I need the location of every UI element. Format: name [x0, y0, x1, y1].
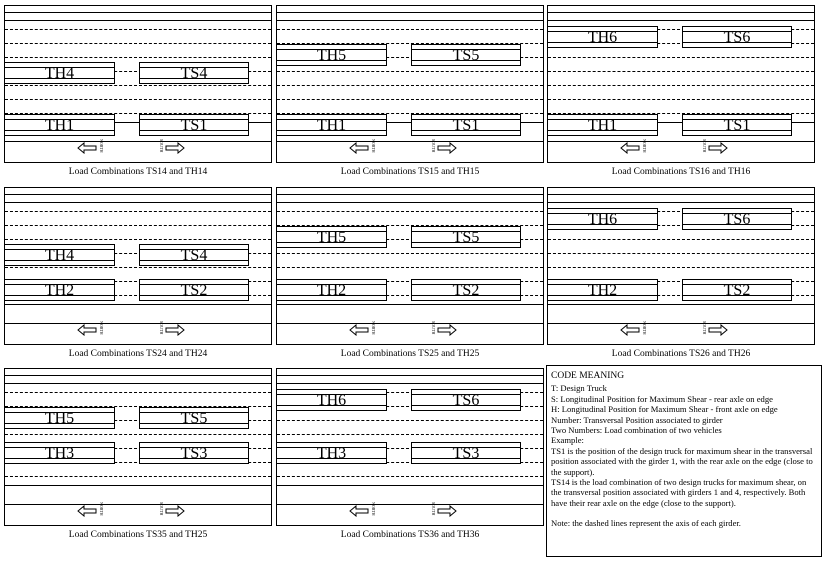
ts6-truck — [682, 26, 792, 48]
truck-label: TS1 — [452, 117, 480, 134]
north-label: NORTH — [99, 502, 104, 516]
girder-axis-line — [277, 476, 543, 477]
truck-label: TH1 — [316, 117, 347, 134]
girder-axis-line — [277, 420, 543, 421]
th6-truck — [548, 208, 658, 230]
south-arrow-icon — [708, 324, 728, 336]
girder-axis-line — [5, 434, 271, 435]
ts2-truck — [139, 279, 249, 301]
truck-label: TS6 — [723, 211, 751, 228]
truck-label: TS1 — [723, 117, 751, 134]
ts1-truck — [139, 114, 249, 136]
north-arrow-icon — [77, 142, 97, 154]
truck-label: TH5 — [316, 47, 347, 64]
panel-caption: Load Combinations TS25 and TH25 — [340, 349, 480, 359]
deck-edge-line — [277, 323, 543, 324]
north-arrow-icon — [349, 505, 369, 517]
bridge-deck — [4, 368, 272, 526]
bridge-deck — [276, 5, 544, 163]
girder-axis-line — [277, 99, 543, 100]
truck-label: TH4 — [44, 247, 75, 264]
girder-axis-line — [5, 267, 271, 268]
girder-axis-line — [5, 29, 271, 30]
deck-edge-line — [5, 141, 271, 142]
north-arrow-icon — [77, 324, 97, 336]
th2-truck — [5, 279, 115, 301]
th4-truck — [5, 244, 115, 266]
truck-label: TH4 — [44, 65, 75, 82]
girder-axis-line — [5, 476, 271, 477]
deck-edge-line — [277, 20, 543, 21]
truck-label: TH6 — [316, 392, 347, 409]
deck-edge-line — [277, 202, 543, 203]
deck-edge-line — [277, 375, 543, 376]
north-arrow-icon — [349, 142, 369, 154]
legend-line: Example: — [551, 435, 584, 446]
bridge-deck — [547, 187, 815, 345]
truck-label: TH6 — [587, 211, 618, 228]
th1-truck — [548, 114, 658, 136]
truck-label: TS4 — [180, 247, 208, 264]
girder-axis-line — [548, 253, 814, 254]
south-label: SOUTH — [702, 321, 707, 335]
south-arrow-icon — [165, 324, 185, 336]
deck-edge-line — [5, 194, 271, 195]
truck-label: TS6 — [452, 392, 480, 409]
girder-axis-line — [5, 225, 271, 226]
bridge-deck — [4, 5, 272, 163]
deck-edge-line — [5, 20, 271, 21]
ts5-truck — [139, 407, 249, 429]
ts2-truck — [411, 279, 521, 301]
south-arrow-icon — [165, 142, 185, 154]
bridge-deck-panel — [4, 5, 272, 177]
truck-label: TH3 — [44, 445, 75, 462]
south-arrow-icon — [437, 324, 457, 336]
bridge-deck-panel — [547, 5, 815, 177]
deck-edge-line — [5, 504, 271, 505]
th1-truck — [277, 114, 387, 136]
ts6-truck — [682, 208, 792, 230]
ts6-truck — [411, 389, 521, 411]
truck-label: TH6 — [587, 29, 618, 46]
truck-label: TS3 — [180, 445, 208, 462]
panel-caption: Load Combinations TS26 and TH26 — [611, 349, 751, 359]
truck-label: TS2 — [452, 282, 480, 299]
ts4-truck — [139, 244, 249, 266]
bridge-deck-panel — [4, 187, 272, 359]
truck-label: TS4 — [180, 65, 208, 82]
legend-line: S: Longitudinal Position for Maximum Shear - rear axle on edge — [551, 393, 773, 404]
south-label: SOUTH — [159, 502, 164, 516]
th2-truck — [277, 279, 387, 301]
th5-truck — [5, 407, 115, 429]
ts1-truck — [411, 114, 521, 136]
girder-axis-line — [5, 85, 271, 86]
girder-axis-line — [548, 267, 814, 268]
truck-label: TH2 — [316, 282, 347, 299]
legend-line: H: Longitudinal Position for Maximum Shear - front axle on edge — [551, 404, 778, 415]
girder-axis-line — [548, 99, 814, 100]
girder-axis-line — [548, 71, 814, 72]
deck-edge-line — [548, 323, 814, 324]
truck-label: TS5 — [180, 410, 208, 427]
legend-line: Two Numbers: Load combination of two vehicles — [551, 425, 722, 436]
truck-label: TS3 — [452, 445, 480, 462]
panel-caption: Load Combinations TS14 and TH14 — [68, 167, 208, 177]
legend-line: TS1 is the position of the design truck for maximum shear in the transversal position associated with the girder 1, with the rear axle on the edge (close to the support). — [551, 445, 813, 477]
truck-label: TH2 — [587, 282, 618, 299]
panel-caption: Load Combinations TS16 and TH16 — [611, 167, 751, 177]
north-label: NORTH — [371, 139, 376, 153]
south-label: SOUTH — [159, 321, 164, 335]
truck-label: TS5 — [452, 229, 480, 246]
deck-edge-line — [5, 383, 271, 384]
ts2-truck — [682, 279, 792, 301]
south-arrow-icon — [708, 142, 728, 154]
girder-axis-line — [5, 99, 271, 100]
deck-edge-line — [5, 12, 271, 13]
south-arrow-icon — [437, 505, 457, 517]
north-label: NORTH — [371, 321, 376, 335]
ts1-truck — [682, 114, 792, 136]
truck-label: TH3 — [316, 445, 347, 462]
deck-edge-line — [5, 202, 271, 203]
legend-line: TS14 is the load combination of two design trucks for maximum shear, on the transversal position associated with girders 1 and 4, respectively. Both have their rear axle on the edge (close to the support). — [551, 477, 807, 508]
panel-caption: Load Combinations TS36 and TH36 — [340, 530, 480, 540]
girder-axis-line — [548, 85, 814, 86]
north-arrow-icon — [77, 505, 97, 517]
north-arrow-icon — [349, 324, 369, 336]
deck-edge-line — [277, 485, 543, 486]
truck-label: TS2 — [723, 282, 751, 299]
deck-edge-line — [277, 504, 543, 505]
bridge-deck — [4, 187, 272, 345]
truck-label: TH1 — [44, 117, 75, 134]
panel-caption: Load Combinations TS15 and TH15 — [340, 167, 480, 177]
girder-axis-line — [277, 29, 543, 30]
girder-axis-line — [277, 267, 543, 268]
deck-edge-line — [277, 12, 543, 13]
deck-edge-line — [277, 194, 543, 195]
girder-axis-line — [277, 85, 543, 86]
bridge-deck — [547, 5, 815, 163]
girder-axis-line — [277, 211, 543, 212]
deck-edge-line — [5, 375, 271, 376]
code-meaning-legend — [546, 365, 822, 557]
north-arrow-icon — [620, 142, 640, 154]
panel-caption: Load Combinations TS24 and TH24 — [68, 349, 208, 359]
th6-truck — [277, 389, 387, 411]
girder-axis-line — [5, 43, 271, 44]
deck-edge-line — [548, 12, 814, 13]
th6-truck — [548, 26, 658, 48]
truck-label: TH2 — [44, 282, 75, 299]
truck-label: TS2 — [180, 282, 208, 299]
legend-title: CODE MEANING — [551, 371, 625, 381]
truck-label: TH5 — [316, 229, 347, 246]
north-label: NORTH — [99, 139, 104, 153]
deck-edge-line — [277, 141, 543, 142]
girder-axis-line — [548, 57, 814, 58]
girder-axis-line — [5, 239, 271, 240]
ts5-truck — [411, 44, 521, 66]
south-arrow-icon — [437, 142, 457, 154]
south-label: SOUTH — [431, 139, 436, 153]
deck-edge-line — [548, 304, 814, 305]
deck-edge-line — [277, 304, 543, 305]
bridge-deck — [276, 368, 544, 526]
bridge-deck-panel — [4, 368, 272, 540]
deck-edge-line — [277, 383, 543, 384]
girder-axis-line — [548, 239, 814, 240]
ts5-truck — [411, 226, 521, 248]
ts4-truck — [139, 62, 249, 84]
th1-truck — [5, 114, 115, 136]
north-label: NORTH — [642, 321, 647, 335]
th4-truck — [5, 62, 115, 84]
bridge-deck — [276, 187, 544, 345]
th3-truck — [277, 442, 387, 464]
bridge-deck-panel — [276, 5, 544, 177]
south-label: SOUTH — [431, 502, 436, 516]
th3-truck — [5, 442, 115, 464]
girder-axis-line — [5, 57, 271, 58]
north-label: NORTH — [99, 321, 104, 335]
legend-line: T: Design Truck — [551, 383, 607, 394]
girder-axis-line — [5, 211, 271, 212]
th2-truck — [548, 279, 658, 301]
panel-caption: Load Combinations TS35 and TH25 — [68, 530, 208, 540]
deck-edge-line — [548, 141, 814, 142]
truck-label: TH5 — [44, 410, 75, 427]
girder-axis-line — [277, 253, 543, 254]
th5-truck — [277, 226, 387, 248]
bridge-deck-panel — [276, 187, 544, 359]
deck-edge-line — [5, 304, 271, 305]
bridge-deck-panel — [547, 187, 815, 359]
deck-edge-line — [548, 202, 814, 203]
south-label: SOUTH — [702, 139, 707, 153]
girder-axis-line — [277, 434, 543, 435]
south-arrow-icon — [165, 505, 185, 517]
legend-note: Note: the dashed lines represent the axis of each girder. — [551, 518, 741, 529]
south-label: SOUTH — [159, 139, 164, 153]
ts3-truck — [139, 442, 249, 464]
truck-label: TS1 — [180, 117, 208, 134]
deck-edge-line — [5, 323, 271, 324]
north-label: NORTH — [642, 139, 647, 153]
ts3-truck — [411, 442, 521, 464]
legend-line: Number: Transversal Position associated to girder — [551, 414, 723, 425]
deck-edge-line — [548, 194, 814, 195]
th5-truck — [277, 44, 387, 66]
truck-label: TS6 — [723, 29, 751, 46]
north-arrow-icon — [620, 324, 640, 336]
deck-edge-line — [5, 485, 271, 486]
girder-axis-line — [277, 71, 543, 72]
girder-axis-line — [5, 392, 271, 393]
truck-label: TH1 — [587, 117, 618, 134]
truck-label: TS5 — [452, 47, 480, 64]
deck-edge-line — [548, 20, 814, 21]
north-label: NORTH — [371, 502, 376, 516]
south-label: SOUTH — [431, 321, 436, 335]
bridge-deck-panel — [276, 368, 544, 540]
